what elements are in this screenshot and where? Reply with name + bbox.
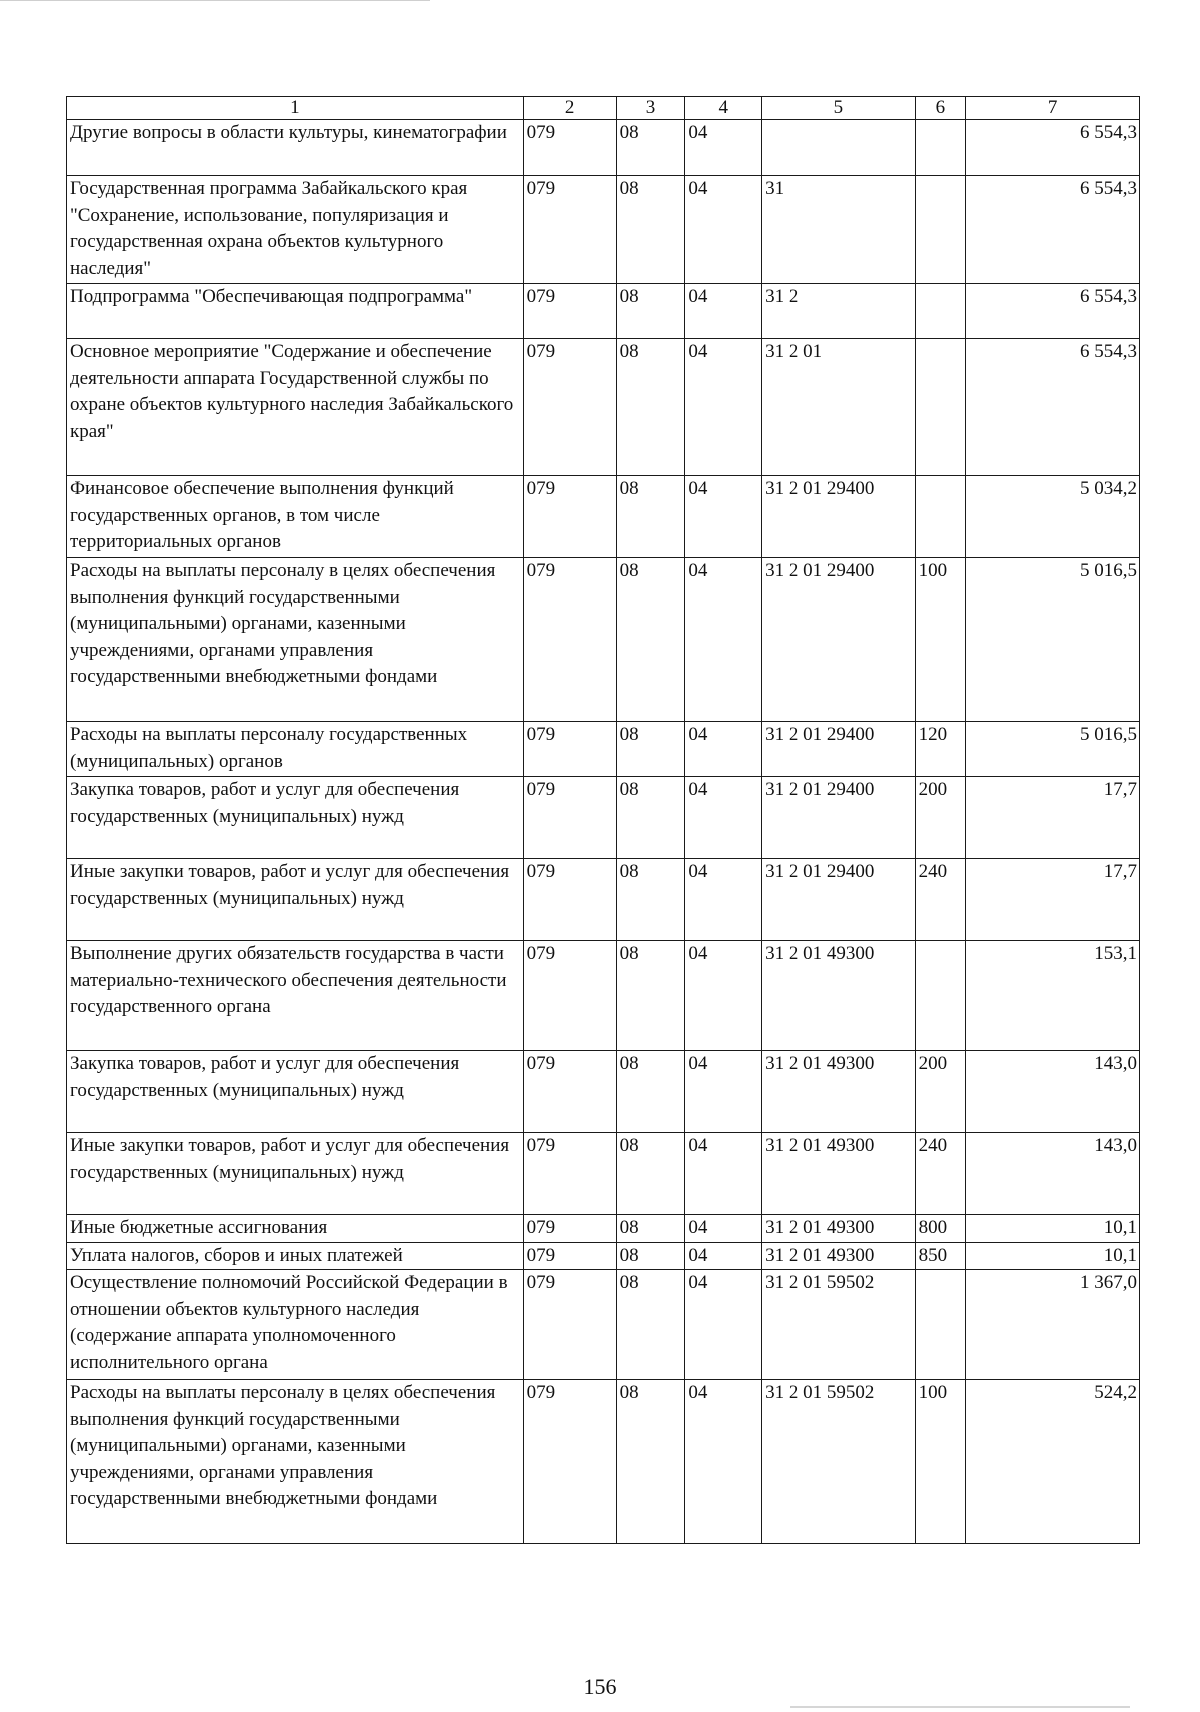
row-code-3-cell: 08	[616, 1380, 685, 1544]
row-code-2-cell: 079	[523, 1242, 616, 1270]
row-code-6-cell	[915, 476, 966, 558]
row-name-cell: Закупка товаров, работ и услуг для обеспечения государственных (муниципальных) нужд	[67, 777, 524, 859]
row-code-3-cell: 08	[616, 1133, 685, 1215]
row-code-2-cell: 079	[523, 941, 616, 1051]
row-code-5-cell: 31 2 01 59502	[762, 1270, 916, 1380]
row-code-6-cell	[915, 941, 966, 1051]
row-code-3-cell: 08	[616, 1242, 685, 1270]
table-row	[67, 1380, 1140, 1544]
row-code-4-cell: 04	[685, 1270, 762, 1380]
row-amount-cell: 6 554,3	[966, 176, 1140, 284]
row-code-6-cell	[915, 1270, 966, 1380]
row-code-5-cell: 31 2 01 29400	[762, 722, 916, 777]
row-amount-cell: 10,1	[966, 1242, 1140, 1270]
row-code-5-cell: 31 2 01 29400	[762, 777, 916, 859]
row-code-5-cell: 31 2 01 49300	[762, 1051, 916, 1133]
row-amount-cell: 5 016,5	[966, 558, 1140, 722]
row-amount-cell: 143,0	[966, 1051, 1140, 1133]
row-code-5-cell: 31	[762, 176, 916, 284]
row-code-2-cell: 079	[523, 1133, 616, 1215]
row-amount-cell: 17,7	[966, 859, 1140, 941]
row-code-3-cell: 08	[616, 1270, 685, 1380]
row-code-4-cell: 04	[685, 176, 762, 284]
row-code-3-cell: 08	[616, 176, 685, 284]
row-code-2-cell: 079	[523, 339, 616, 476]
row-code-4-cell: 04	[685, 1051, 762, 1133]
row-code-5-cell: 31 2 01	[762, 339, 916, 476]
row-amount-cell: 10,1	[966, 1215, 1140, 1243]
header-col-1: 1	[67, 97, 524, 120]
header-col-5: 5	[762, 97, 916, 120]
table-row	[67, 1215, 1140, 1243]
row-code-3-cell: 08	[616, 339, 685, 476]
row-amount-cell: 5 034,2	[966, 476, 1140, 558]
table-row	[67, 722, 1140, 777]
row-code-3-cell: 08	[616, 476, 685, 558]
row-code-5-cell: 31 2 01 29400	[762, 476, 916, 558]
row-name-cell: Финансовое обеспечение выполнения функций государственных органов, в том числе территориальных органов	[67, 476, 524, 558]
header-col-4: 4	[685, 97, 762, 120]
row-code-4-cell: 04	[685, 1133, 762, 1215]
row-code-5-cell	[762, 120, 916, 176]
row-code-4-cell: 04	[685, 1242, 762, 1270]
row-code-4-cell: 04	[685, 777, 762, 859]
row-code-4-cell: 04	[685, 722, 762, 777]
row-code-5-cell: 31 2 01 49300	[762, 1133, 916, 1215]
scan-edge-top	[0, 0, 430, 1]
row-code-6-cell: 120	[915, 722, 966, 777]
row-code-4-cell: 04	[685, 941, 762, 1051]
row-amount-cell: 143,0	[966, 1133, 1140, 1215]
row-amount-cell: 17,7	[966, 777, 1140, 859]
row-code-3-cell: 08	[616, 859, 685, 941]
row-code-6-cell: 850	[915, 1242, 966, 1270]
table-row	[67, 120, 1140, 176]
row-code-2-cell: 079	[523, 284, 616, 339]
row-code-2-cell: 079	[523, 1051, 616, 1133]
budget-table	[66, 96, 1140, 1544]
row-code-3-cell: 08	[616, 120, 685, 176]
row-amount-cell: 6 554,3	[966, 339, 1140, 476]
table-row	[67, 859, 1140, 941]
row-code-5-cell: 31 2 01 29400	[762, 558, 916, 722]
row-code-3-cell: 08	[616, 1215, 685, 1243]
header-col-3: 3	[616, 97, 685, 120]
row-code-6-cell: 100	[915, 1380, 966, 1544]
table-row	[67, 941, 1140, 1051]
table-row	[67, 1133, 1140, 1215]
table-body	[67, 120, 1140, 1544]
row-code-6-cell	[915, 284, 966, 339]
header-col-6: 6	[915, 97, 966, 120]
table-row	[67, 339, 1140, 476]
row-code-2-cell: 079	[523, 1270, 616, 1380]
row-name-cell: Государственная программа Забайкальского края "Сохранение, использование, популяризация и государственная охрана объектов культурного наследия"	[67, 176, 524, 284]
row-code-3-cell: 08	[616, 722, 685, 777]
row-code-4-cell: 04	[685, 476, 762, 558]
table-row	[67, 176, 1140, 284]
row-amount-cell: 1 367,0	[966, 1270, 1140, 1380]
row-name-cell: Иные закупки товаров, работ и услуг для обеспечения государственных (муниципальных) нужд	[67, 859, 524, 941]
header-row	[67, 97, 1140, 120]
row-name-cell: Уплата налогов, сборов и иных платежей	[67, 1242, 524, 1270]
row-code-5-cell: 31 2 01 59502	[762, 1380, 916, 1544]
table-row	[67, 1270, 1140, 1380]
row-code-6-cell	[915, 176, 966, 284]
row-name-cell: Расходы на выплаты персоналу государственных (муниципальных) органов	[67, 722, 524, 777]
row-code-2-cell: 079	[523, 120, 616, 176]
header-col-2: 2	[523, 97, 616, 120]
row-name-cell: Выполнение других обязательств государства в части материально-технического обеспечения деятельности государственного органа	[67, 941, 524, 1051]
row-code-2-cell: 079	[523, 476, 616, 558]
row-code-4-cell: 04	[685, 339, 762, 476]
row-code-6-cell: 200	[915, 1051, 966, 1133]
row-code-5-cell: 31 2 01 49300	[762, 1215, 916, 1243]
row-code-3-cell: 08	[616, 284, 685, 339]
row-name-cell: Осуществление полномочий Российской Федерации в отношении объектов культурного наследия (содержание аппарата уполномоченного исполнительного органа	[67, 1270, 524, 1380]
table-row	[67, 476, 1140, 558]
row-code-5-cell: 31 2 01 49300	[762, 1242, 916, 1270]
row-code-6-cell: 240	[915, 859, 966, 941]
row-amount-cell: 524,2	[966, 1380, 1140, 1544]
table-row	[67, 284, 1140, 339]
row-code-4-cell: 04	[685, 284, 762, 339]
row-amount-cell: 153,1	[966, 941, 1140, 1051]
row-name-cell: Подпрограмма "Обеспечивающая подпрограмма"	[67, 284, 524, 339]
row-name-cell: Расходы на выплаты персоналу в целях обеспечения выполнения функций государственными (муниципальными) органами, казенными учреждениями, органами управления государственными внебюджетными фондами	[67, 1380, 524, 1544]
row-name-cell: Расходы на выплаты персоналу в целях обеспечения выполнения функций государственными (муниципальными) органами, казенными учреждениями, органами управления государственными внебюджетными фондами	[67, 558, 524, 722]
scan-edge-bottom	[790, 1706, 1130, 1708]
table-row	[67, 1051, 1140, 1133]
row-name-cell: Другие вопросы в области культуры, кинематографии	[67, 120, 524, 176]
row-code-3-cell: 08	[616, 558, 685, 722]
row-code-6-cell	[915, 120, 966, 176]
row-code-6-cell: 800	[915, 1215, 966, 1243]
table-row	[67, 558, 1140, 722]
row-code-4-cell: 04	[685, 558, 762, 722]
row-code-2-cell: 079	[523, 722, 616, 777]
row-code-3-cell: 08	[616, 1051, 685, 1133]
row-code-2-cell: 079	[523, 859, 616, 941]
row-code-6-cell: 240	[915, 1133, 966, 1215]
row-code-6-cell: 100	[915, 558, 966, 722]
row-name-cell: Иные бюджетные ассигнования	[67, 1215, 524, 1243]
row-code-3-cell: 08	[616, 777, 685, 859]
row-code-4-cell: 04	[685, 1215, 762, 1243]
row-amount-cell: 5 016,5	[966, 722, 1140, 777]
table-header	[67, 97, 1140, 120]
row-name-cell: Основное мероприятие "Содержание и обеспечение деятельности аппарата Государственной службы по охране объектов культурного наследия Забайкальского края"	[67, 339, 524, 476]
row-code-4-cell: 04	[685, 859, 762, 941]
row-code-2-cell: 079	[523, 1380, 616, 1544]
table-row	[67, 1242, 1140, 1270]
row-amount-cell: 6 554,3	[966, 120, 1140, 176]
row-code-3-cell: 08	[616, 941, 685, 1051]
row-code-6-cell: 200	[915, 777, 966, 859]
row-code-2-cell: 079	[523, 1215, 616, 1243]
row-code-2-cell: 079	[523, 558, 616, 722]
header-col-7: 7	[966, 97, 1140, 120]
row-code-4-cell: 04	[685, 120, 762, 176]
row-amount-cell: 6 554,3	[966, 284, 1140, 339]
row-code-6-cell	[915, 339, 966, 476]
row-code-5-cell: 31 2 01 29400	[762, 859, 916, 941]
row-code-2-cell: 079	[523, 176, 616, 284]
page-number: 156	[583, 1674, 617, 1699]
row-code-4-cell: 04	[685, 1380, 762, 1544]
row-code-5-cell: 31 2 01 49300	[762, 941, 916, 1051]
row-name-cell: Закупка товаров, работ и услуг для обеспечения государственных (муниципальных) нужд	[67, 1051, 524, 1133]
row-name-cell: Иные закупки товаров, работ и услуг для обеспечения государственных (муниципальных) нужд	[67, 1133, 524, 1215]
row-code-5-cell: 31 2	[762, 284, 916, 339]
table-row	[67, 777, 1140, 859]
row-code-2-cell: 079	[523, 777, 616, 859]
